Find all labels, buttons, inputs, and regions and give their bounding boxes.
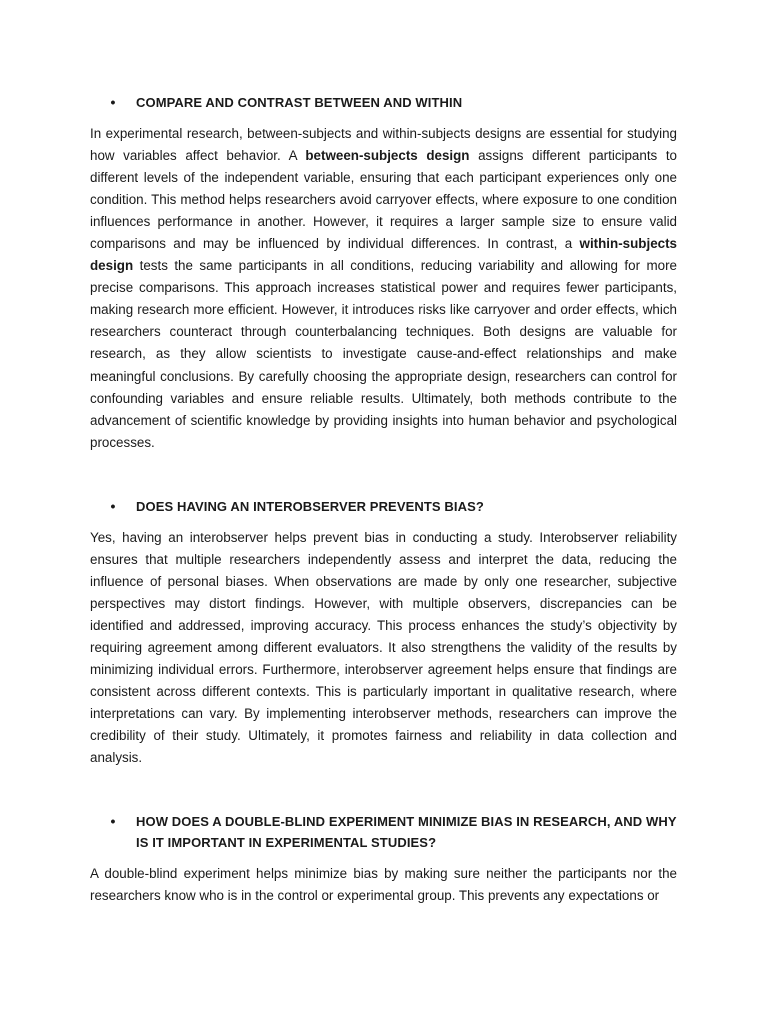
paragraph-text: tests the same participants in all conditions, reducing variability and allowing for more precise comparisons. This approach increases statistical power and requires fewer participants, making research more efficient. However, it introduces risks like carryover and order effects, which researchers counteract through counterbalancing techniques. Both designs are valuable for research, as they allow scientists to investigate cause-and-effect relationships and make meaningful conclusions. By carefully choosing the appropriate design, researchers can control for confounding variables and ensure reliable results. Ultimately, both methods contribute to the advancement of scientific knowledge by providing insights into human behavior and psychological processes.	[90, 258, 677, 450]
paragraph-text: In experimental research, between-subjects and within-subjects designs are essential for studying how variables affect behavior. A	[90, 126, 677, 164]
section-between-within	[90, 92, 677, 454]
section-paragraph: A double-blind experiment helps minimize bias by making sure neither the participants nor the researchers know who is in the control or experimental group. This prevents any expectations or	[90, 866, 677, 904]
bullet-icon: •	[110, 497, 116, 514]
section-paragraph	[90, 123, 677, 454]
section-heading	[90, 811, 677, 853]
heading-text: HOW DOES A DOUBLE-BLIND EXPERIMENT MINIMIZE BIAS IN RESEARCH, AND WHY IS IT IMPORTANT IN EXPERIMENTAL STUDIES?	[136, 814, 677, 851]
heading-text: DOES HAVING AN INTEROBSERVER PREVENTS BIAS?	[136, 498, 484, 514]
paragraph-text: assigns different participants to different levels of the independent variable, ensuring that each participant experiences only one condition. This method helps researchers avoid carryover effects, where exposure to one condition influences performance in another. However, it requires a larger sample size to ensure valid comparisons and may be influenced by individual differences. In contrast, a	[90, 148, 677, 252]
bullet-icon: •	[110, 813, 116, 830]
bullet-icon: •	[110, 94, 116, 110]
section-interobserver	[90, 496, 677, 770]
section-double-blind	[90, 811, 677, 907]
heading-text: COMPARE AND CONTRAST BETWEEN AND WITHIN	[136, 95, 463, 110]
section-paragraph: Yes, having an interobserver helps prevent bias in conducting a study. Interobserver reliability ensures that multiple researchers independently assess and interpret the data, reducing the influence of personal biases. When observations are made by only one researcher, subjective perspectives may distort findings. However, with multiple observers, discrepancies can be identified and addressed, improving accuracy. This process enhances the study’s objectivity by requiring agreement among different evaluators. It also strengthens the validity of the results by minimizing individual errors. Furthermore, interobserver agreement helps ensure that findings are consistent across different contexts. This is particularly important in qualitative research, where interpretations can vary. By implementing interobserver methods, researchers can improve the credibility of their study. Ultimately, it promotes fairness and reliability in data collection and analysis.	[90, 529, 677, 766]
bold-term: within-subjects design	[90, 236, 677, 274]
section-heading	[90, 496, 677, 517]
document-body	[90, 92, 677, 907]
section-heading	[90, 92, 677, 113]
bold-term: between-subjects design	[305, 148, 470, 164]
